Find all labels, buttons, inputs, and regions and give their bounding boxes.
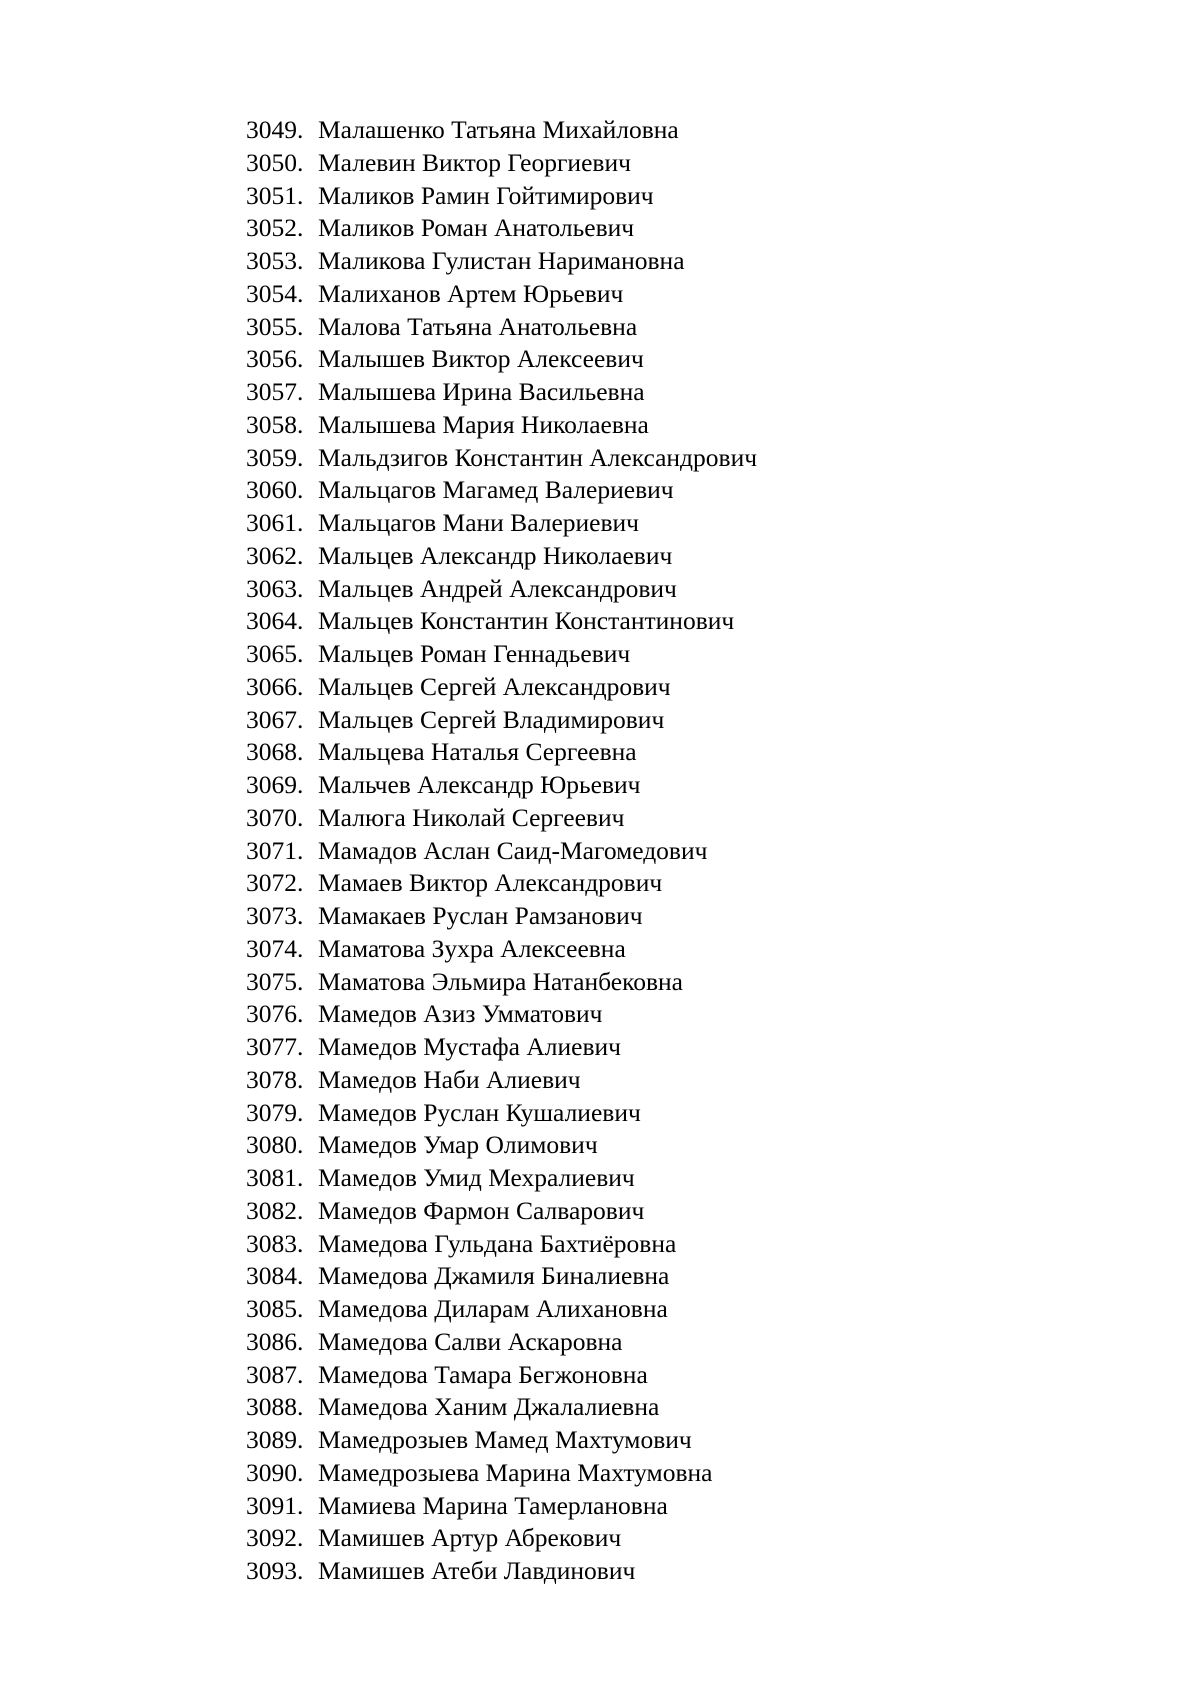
list-item <box>246 474 757 507</box>
list-item <box>246 1326 757 1359</box>
list-item <box>246 638 757 671</box>
list-item <box>246 1162 757 1195</box>
list-item <box>246 998 757 1031</box>
entry-name: Мальцев Сергей Владимирович <box>318 704 665 734</box>
entry-name: Мальцев Роман Геннадьевич <box>318 639 631 668</box>
entry-number: 3090. <box>246 1457 304 1487</box>
entry-name: Мальцев Константин Константинович <box>318 606 735 636</box>
entry-number: 3052. <box>246 213 304 243</box>
entry-number: 3086. <box>246 1326 304 1356</box>
entry-name: Маматова Эльмира Натанбековна <box>318 966 683 996</box>
entry-number: 3087. <box>246 1359 304 1389</box>
entry-number: 3073. <box>246 901 304 930</box>
entry-number: 3093. <box>246 1556 304 1585</box>
list-item <box>246 1457 757 1490</box>
entry-number: 3071. <box>246 835 304 865</box>
entry-name: Маликов Роман Анатольевич <box>318 213 635 243</box>
entry-number: 3055. <box>246 311 304 341</box>
entry-name: Маликова Гулистан Наримановна <box>318 246 685 275</box>
list-item <box>246 1490 757 1523</box>
entry-name: Мальцев Сергей Александрович <box>318 671 671 701</box>
list-item <box>246 1522 757 1555</box>
entry-number: 3081. <box>246 1163 304 1192</box>
list-item <box>246 409 757 442</box>
list-item <box>246 867 757 900</box>
entry-name: Мамаев Виктор Александрович <box>318 868 663 898</box>
entry-number: 3049. <box>246 115 304 144</box>
list-item <box>246 1031 757 1064</box>
entry-number: 3091. <box>246 1490 304 1520</box>
entry-number: 3082. <box>246 1195 304 1225</box>
entry-number: 3077. <box>246 1032 304 1061</box>
list-item <box>246 835 757 868</box>
entry-number: 3079. <box>246 1097 304 1127</box>
entry-name: Мамедов Умид Мехралиевич <box>318 1163 635 1192</box>
list-item <box>246 212 757 245</box>
entry-number: 3056. <box>246 344 304 374</box>
entry-number: 3051. <box>246 180 304 210</box>
entry-name: Мальцев Андрей Александрович <box>318 573 677 603</box>
list-item <box>246 1391 757 1424</box>
list-item <box>246 736 757 769</box>
entry-number: 3058. <box>246 409 304 439</box>
list-item <box>246 343 757 376</box>
list-item <box>246 1424 757 1457</box>
entry-number: 3059. <box>246 442 304 472</box>
entry-name: Мамедов Мустафа Алиевич <box>318 1032 621 1061</box>
entry-name: Маликов Рамин Гойтимирович <box>318 180 654 210</box>
list-item <box>246 605 757 638</box>
entry-number: 3084. <box>246 1261 304 1291</box>
list-item <box>246 933 757 966</box>
list-item <box>246 1228 757 1261</box>
entry-name: Мальцагов Мани Валериевич <box>318 508 640 537</box>
entry-number: 3089. <box>246 1425 304 1454</box>
entry-name: Мамадов Аслан Саид-Магомедович <box>318 835 708 865</box>
entry-name: Мамедова Диларам Алихановна <box>318 1294 668 1323</box>
list-item <box>246 1064 757 1097</box>
entry-name: Мальцагов Магамед Валериевич <box>318 475 674 505</box>
entry-number: 3088. <box>246 1392 304 1422</box>
list-item <box>246 507 757 540</box>
entry-name: Мамедрозыева Марина Махтумовна <box>318 1457 713 1487</box>
list-item <box>246 376 757 409</box>
list-item <box>246 802 757 835</box>
entry-number: 3070. <box>246 802 304 832</box>
entry-number: 3085. <box>246 1294 304 1323</box>
entry-number: 3080. <box>246 1130 304 1160</box>
entry-number: 3092. <box>246 1523 304 1553</box>
entry-name: Малышева Ирина Васильевна <box>318 377 645 406</box>
entry-number: 3076. <box>246 999 304 1029</box>
entry-number: 3057. <box>246 377 304 406</box>
list-item <box>246 1359 757 1392</box>
entry-name: Мамедова Салви Аскаровна <box>318 1326 623 1356</box>
entry-name: Малюга Николай Сергеевич <box>318 802 625 832</box>
entry-number: 3061. <box>246 508 304 537</box>
list-item <box>246 1195 757 1228</box>
list-item <box>246 671 757 704</box>
entry-name: Мамедова Гульдана Бахтиёровна <box>318 1228 677 1258</box>
list-item <box>246 1129 757 1162</box>
list-item <box>246 573 757 606</box>
entry-number: 3078. <box>246 1064 304 1094</box>
list-item <box>246 311 757 344</box>
entry-name: Мамедов Азиз Умматович <box>318 999 603 1029</box>
entry-number: 3060. <box>246 475 304 505</box>
entry-name: Малиханов Артем Юрьевич <box>318 278 624 308</box>
entry-number: 3062. <box>246 540 304 570</box>
entry-number: 3064. <box>246 606 304 636</box>
list-item <box>246 245 757 278</box>
entry-number: 3068. <box>246 737 304 767</box>
entry-name: Мамедов Руслан Кушалиевич <box>318 1097 641 1127</box>
entry-number: 3065. <box>246 639 304 668</box>
entry-number: 3067. <box>246 704 304 734</box>
entry-name: Мамедрозыев Мамед Махтумович <box>318 1425 692 1454</box>
list-item <box>246 1260 757 1293</box>
entry-name: Мамиева Марина Тамерлановна <box>318 1490 668 1520</box>
entry-number: 3069. <box>246 770 304 799</box>
list-item <box>246 278 757 311</box>
entry-name: Малова Татьяна Анатольевна <box>318 311 638 341</box>
list-item <box>246 114 757 147</box>
entry-number: 3050. <box>246 147 304 177</box>
entry-number: 3053. <box>246 246 304 275</box>
entry-name: Мамишев Артур Абрекович <box>318 1523 622 1553</box>
entry-name: Малышева Мария Николаевна <box>318 409 649 439</box>
list-item <box>246 704 757 737</box>
entry-name: Мамишев Атеби Лавдинович <box>318 1556 636 1585</box>
list-item <box>246 180 757 213</box>
entry-name: Мальцева Наталья Сергеевна <box>318 737 637 767</box>
entry-name: Маматова Зухра Алексеевна <box>318 933 626 963</box>
entry-number: 3063. <box>246 573 304 603</box>
entry-number: 3072. <box>246 868 304 898</box>
list-item <box>246 442 757 475</box>
list-item <box>246 147 757 180</box>
entry-number: 3075. <box>246 966 304 996</box>
list-item <box>246 540 757 573</box>
entry-name: Мамедов Фармон Салварович <box>318 1195 645 1225</box>
entry-number: 3083. <box>246 1228 304 1258</box>
entry-name: Мальцев Александр Николаевич <box>318 540 673 570</box>
list-item <box>246 900 757 933</box>
entry-name: Мамедов Умар Олимович <box>318 1130 598 1160</box>
entry-name: Малышев Виктор Алексеевич <box>318 344 644 374</box>
entry-name: Мальчев Александр Юрьевич <box>318 770 641 799</box>
entry-name: Мальдзигов Константин Александрович <box>318 442 758 472</box>
entry-name: Мамедова Тамара Бегжоновна <box>318 1359 648 1389</box>
entry-name: Мамедова Джамиля Биналиевна <box>318 1261 670 1291</box>
entry-name: Мамедов Наби Алиевич <box>318 1064 581 1094</box>
name-list <box>246 114 757 1588</box>
entry-name: Мамакаев Руслан Рамзанович <box>318 901 643 930</box>
entry-number: 3074. <box>246 933 304 963</box>
list-item <box>246 966 757 999</box>
entry-name: Мамедова Ханим Джалалиевна <box>318 1392 660 1422</box>
entry-name: Малашенко Татьяна Михайловна <box>318 115 679 144</box>
entry-name: Малевин Виктор Георгиевич <box>318 147 631 177</box>
list-item <box>246 1293 757 1326</box>
list-item <box>246 1555 757 1588</box>
entry-number: 3066. <box>246 671 304 701</box>
list-item <box>246 1097 757 1130</box>
list-item <box>246 769 757 802</box>
entry-number: 3054. <box>246 278 304 308</box>
